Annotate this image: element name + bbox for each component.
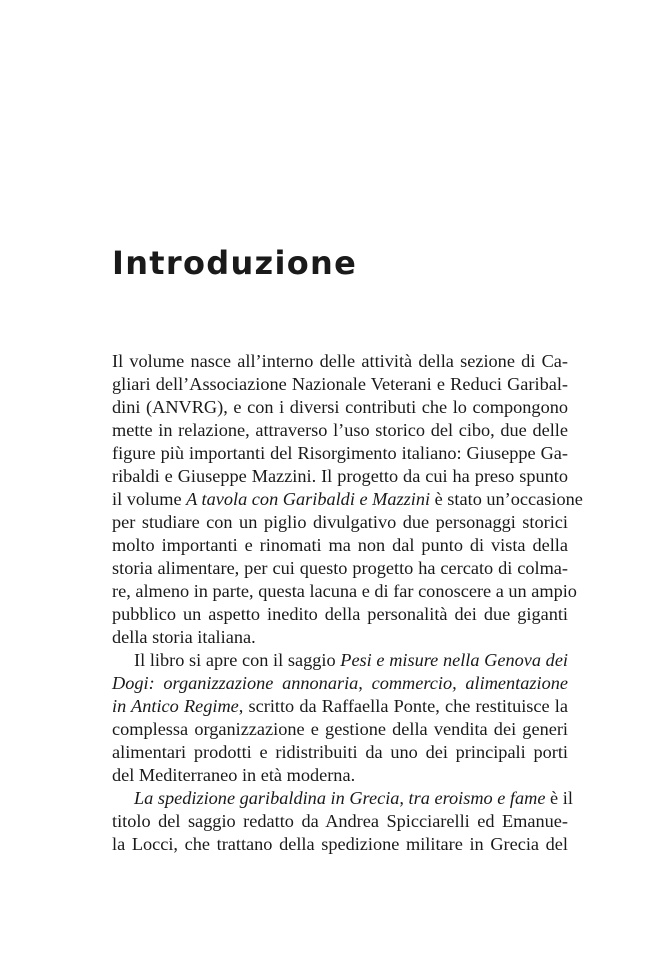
text-line: la Locci, che trattano della spedizione militare in Grecia del [112, 834, 568, 854]
text-line: ribaldi e Giuseppe Mazzini. Il progetto da cui ha preso spunto [112, 466, 568, 486]
essay-title-italic: La spedizione garibaldina in Grecia, tra eroismo e fame [134, 788, 546, 808]
body-text [112, 350, 583, 856]
text-line: Il volume nasce all’interno delle attività della sezione di Ca- [112, 351, 568, 371]
text-line: alimentari prodotti e ridistribuiti da uno dei principali porti [112, 742, 568, 762]
essay-title-italic: Pesi e misure nella Genova dei [340, 650, 569, 670]
text-line: molto importanti e rinomati ma non dal punto di vista della [112, 535, 568, 555]
text-line: complessa organizzazione e gestione della vendita dei generi [112, 719, 568, 739]
essay-title-italic: in Antico Regime [112, 696, 239, 716]
text-line: storia alimentare, per cui questo progetto ha cercato di colma- [112, 558, 568, 578]
text-line: pubblico un aspetto inedito della personalità dei due giganti [112, 604, 568, 624]
text-line: dini (ANVRG), e con i diversi contributi che lo compongono [112, 397, 568, 417]
text-line: mette in relazione, attraverso l’uso storico del cibo, due delle [112, 420, 568, 440]
text-line: figure più importanti del Risorgimento italiano: Giuseppe Ga- [112, 443, 568, 463]
text-line: in Antico Regime, scritto da Raffaella Ponte, che restituisce la [112, 696, 568, 716]
text-line: Dogi: organizzazione annonaria, commercio, alimentazione [112, 673, 568, 693]
text-line: titolo del saggio redatto da Andrea Spicciarelli ed Emanue- [112, 811, 568, 831]
chapter-title: Introduzione [112, 244, 358, 282]
text-line: della storia italiana. [112, 627, 256, 647]
text-line: Il libro si apre con il saggio Pesi e misure nella Genova dei [134, 650, 569, 670]
text-line: gliari dell’Associazione Nazionale Veterani e Reduci Garibal- [112, 374, 568, 394]
text-line: del Mediterraneo in età moderna. [112, 765, 356, 785]
text-line: La spedizione garibaldina in Grecia, tra eroismo e fame è il [134, 788, 573, 808]
text-line: re, almeno in parte, questa lacuna e di far conoscere a un ampio [112, 581, 577, 601]
text-line: il volume A tavola con Garibaldi e Mazzini è stato un’occasione [112, 489, 583, 509]
text-line: per studiare con un piglio divulgativo due personaggi storici [112, 512, 568, 532]
book-title-italic: A tavola con Garibaldi e Mazzini [186, 489, 431, 509]
